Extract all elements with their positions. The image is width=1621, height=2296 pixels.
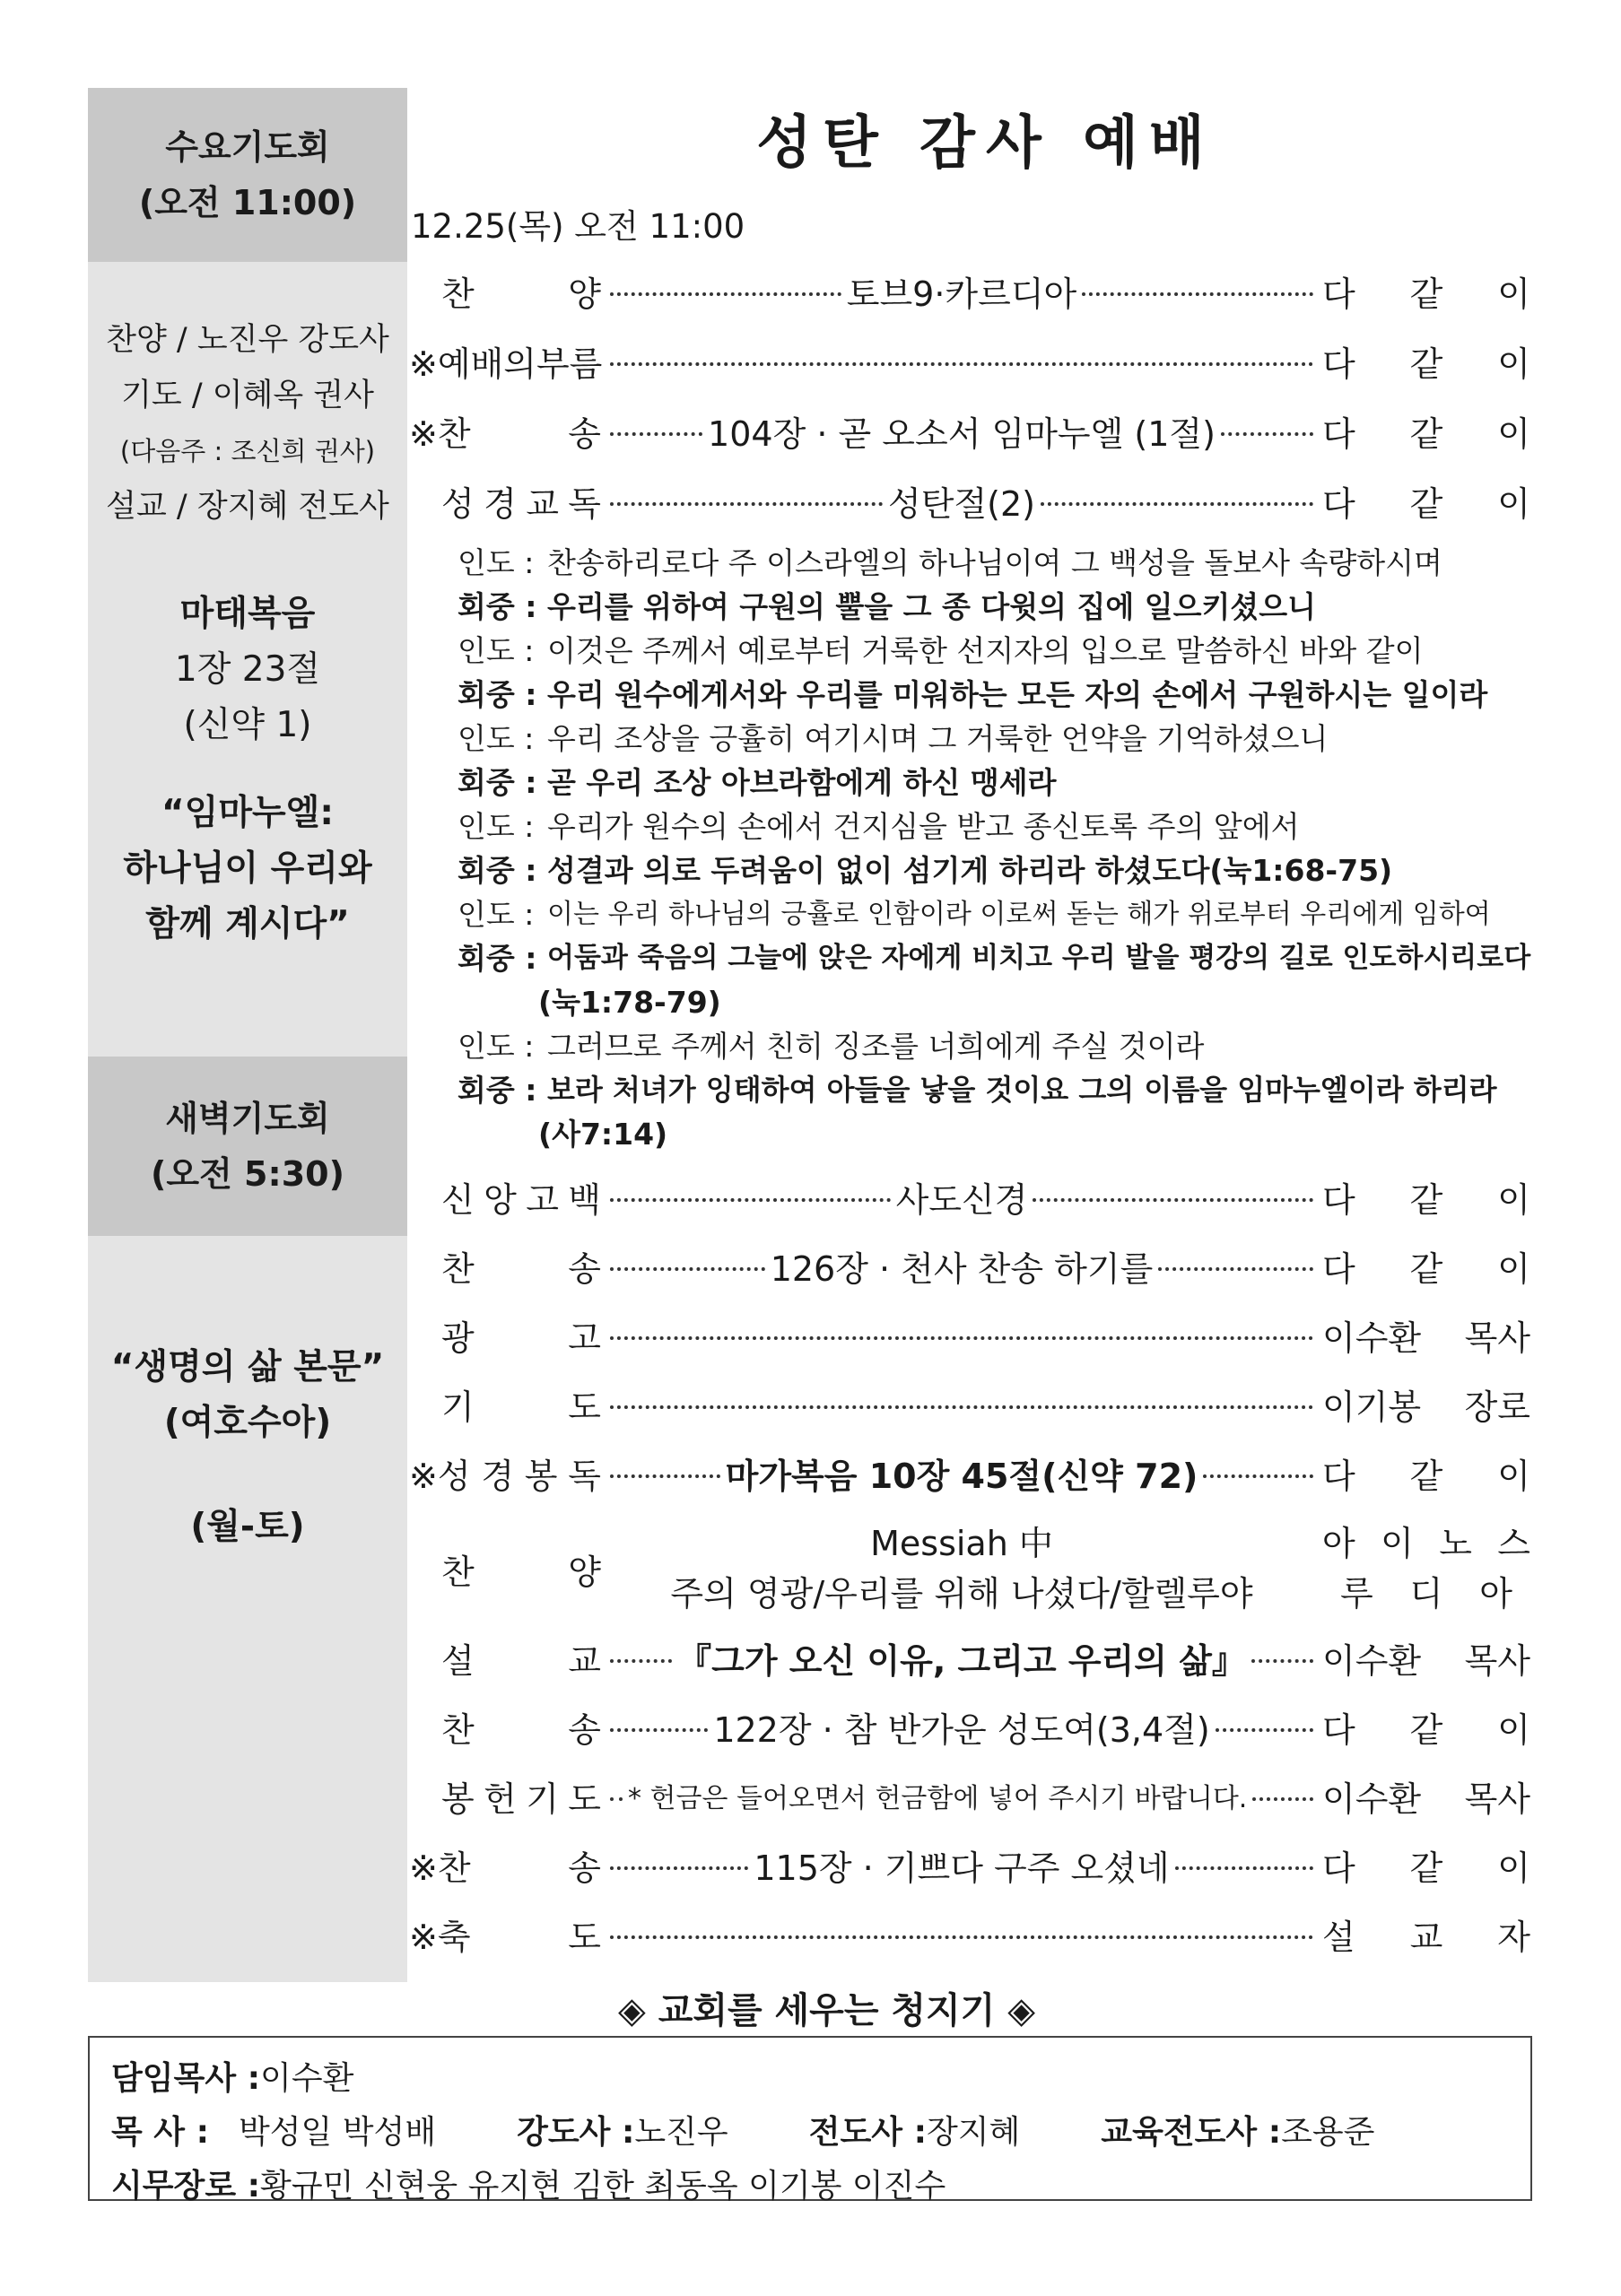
wednesday-prayer-title: 수요기도회 [165, 127, 330, 167]
order-leader: 이수환 목사 [1322, 1318, 1530, 1358]
reading-line: 회중 : 보라 처녀가 잉태하여 아들을 낳을 것이요 그의 이름을 임마누엘이라 하리라 [458, 1073, 1497, 1108]
order-label: 기 도 [441, 1387, 601, 1427]
order-label: ※축 도 [409, 1917, 601, 1957]
order-leader: 다 같 이 [1322, 1848, 1530, 1888]
order-leader: 다 같 이 [1322, 413, 1530, 454]
order-detail: 115장 · 기쁘다 구주 오셨네 [754, 1848, 1170, 1888]
order-leader: 설 교 자 [1322, 1917, 1530, 1957]
reading-line: 회중 : 우리 원수에게서와 우리를 미워하는 모든 자의 손에서 구원하시는 일이라 [458, 677, 1488, 712]
order-leader: 이수환 목사 [1322, 1640, 1530, 1681]
order-detail: 122장 · 참 반가운 성도여(3,4절) [713, 1709, 1210, 1750]
order-label: ※예배의부름 [409, 344, 603, 384]
reading-line: 회중 : 우리를 위하여 구원의 뿔을 그 종 다윗의 집에 일으키셨으니 [458, 589, 1316, 624]
order-row-hymn-3 [409, 1700, 1530, 1753]
order-leader: 다 같 이 [1322, 274, 1530, 314]
staff-line-elders: 시무장로 : 황규민 신현웅 유지현 김한 최동옥 이기봉 이진수 [111, 2167, 946, 2205]
reading-line: 인도 : 이는 우리 하나님의 긍휼로 인함이라 이로써 돋는 해가 위로부터 우리에게 임하여 [458, 897, 1491, 932]
life-title: “생명의 삶 본문” [110, 1347, 385, 1387]
order-label: 설 교 [441, 1640, 601, 1681]
order-leader: 다 같 이 [1322, 1456, 1530, 1496]
order-detail: 마가복음 10장 45절(신약 72) [725, 1456, 1198, 1496]
staff-box [88, 2036, 1532, 2205]
verse-quote-2: 하나님이 우리와 [123, 848, 372, 889]
order-label: 광 고 [441, 1318, 601, 1358]
reading-line: 인도 : 이것은 주께서 예로부터 거룩한 선지자의 입으로 말씀하신 바와 같이 [458, 633, 1424, 668]
role-prayer: 기도 / 이혜옥 권사 [121, 378, 374, 413]
order-detail-2: 주의 영광/우리를 위해 나셨다/할렐루야 [670, 1574, 1253, 1613]
life-days: (월-토) [190, 1507, 305, 1547]
reading-line-cont: (사7:14) [538, 1117, 668, 1152]
order-detail: 토브9·카르디아 [846, 274, 1077, 314]
order-label: ※찬 송 [409, 413, 601, 454]
reading-line: 회중 : 곧 우리 조상 아브라함에게 하신 맹세라 [458, 765, 1057, 800]
order-row-creed [409, 1170, 1530, 1223]
verse-quote-1: “임마누엘: [161, 793, 334, 833]
verse-ref: (신약 1) [183, 705, 312, 745]
order-detail: 126장 · 천사 찬송 하기를 [770, 1248, 1154, 1289]
order-leader: 다 같 이 [1322, 344, 1530, 384]
order-row-announcements [409, 1308, 1530, 1361]
dawn-prayer-time: (오전 5:30) [151, 1154, 344, 1194]
order-label: 신 앙 고 백 [441, 1179, 601, 1220]
reading-line: 인도 : 우리 조상을 긍휼히 여기시며 그 거룩한 언약을 기억하셨으니 [458, 721, 1329, 756]
reading-line: 회중 : 성결과 의로 두려움이 없이 섬기게 하리라 하셨도다(눅1:68-75) [458, 853, 1393, 888]
order-label: 찬 송 [441, 1248, 601, 1289]
order-label: 찬 송 [441, 1709, 601, 1750]
staff-line-ministers: 목 사 : 박성일 박성배 강도사 : 노진우 전도사 : 장지혜 교육전도사 : 조용준 [111, 2113, 1375, 2151]
order-leader: 다 같 이 [1322, 1179, 1530, 1220]
order-leader: 다 같 이 [1322, 1709, 1530, 1750]
reading-line: 인도 : 우리가 원수의 손에서 건지심을 받고 종신토록 주의 앞에서 [458, 809, 1300, 844]
order-detail: 사도신경 [895, 1179, 1028, 1220]
order-detail: 『그가 오신 이유, 그리고 우리의 삶』 [677, 1640, 1246, 1681]
order-label: 찬 양 [441, 1552, 601, 1592]
page-title: 성탄 감사 예배 [756, 110, 1216, 177]
role-praise: 찬양 / 노진우 강도사 [106, 322, 389, 358]
life-text [88, 1340, 407, 1555]
reading-line: 인도 : 그러므로 주께서 친히 징조를 너희에게 주실 것이라 [458, 1029, 1205, 1064]
life-book: (여호수아) [163, 1403, 332, 1443]
order-row-sermon [409, 1631, 1530, 1684]
staff-heading: ◈ 교회를 세우는 청지기 ◈ [618, 1990, 1035, 2031]
order-leader: 아 이 노 스 루 디 아 [1322, 1524, 1530, 1613]
order-row-offering [409, 1769, 1530, 1822]
role-sermon: 설교 / 장지혜 전도사 [106, 489, 389, 525]
order-label: ※성 경 봉 독 [409, 1456, 601, 1496]
staff-line-senior: 담임목사 : 이수환 [111, 2059, 354, 2097]
order-row-call-to-worship [409, 334, 1530, 387]
weekly-verse [88, 587, 407, 952]
order-label: 봉 헌 기 도 [441, 1779, 601, 1819]
reading-line: 인도 : 찬송하리로다 주 이스라엘의 하나님이여 그 백성을 돌보사 속량하시며 [458, 545, 1442, 580]
verse-quote-3: 함께 계시다” [145, 904, 350, 944]
wednesday-prayer-header [88, 88, 407, 262]
order-row-hymn-1 [409, 404, 1530, 457]
wednesday-roles [88, 312, 407, 535]
verse-book: 마태복음 [179, 594, 316, 634]
order-row-praise [409, 264, 1530, 317]
dawn-prayer-title: 새벽기도회 [165, 1099, 330, 1138]
order-detail: Messiah 中 [870, 1524, 1053, 1563]
order-row-scripture [409, 1446, 1530, 1500]
verse-chapter: 1장 23절 [174, 649, 321, 690]
order-detail: 성탄절(2) [888, 483, 1035, 524]
order-row-hymn-4 [409, 1838, 1530, 1892]
service-datetime: 12.25(목) 오전 11:00 [411, 207, 745, 246]
reading-line: 회중 : 어둠과 죽음의 그늘에 앉은 자에게 비치고 우리 발을 평강의 길로 인도하시리로다 [458, 941, 1531, 976]
order-leader: 이수환 목사 [1322, 1779, 1530, 1819]
order-row-benediction [409, 1907, 1530, 1961]
dawn-prayer-header [88, 1057, 407, 1236]
order-leader: 다 같 이 [1322, 483, 1530, 524]
order-row-choir [409, 1516, 1530, 1622]
wednesday-prayer-time: (오전 11:00) [138, 183, 357, 222]
order-detail: 104장 · 곧 오소서 임마누엘 (1절) [708, 413, 1216, 454]
order-label: 찬 양 [441, 274, 601, 314]
role-next-week: (다음주 : 조신희 권사) [119, 436, 376, 466]
order-leader: 이기봉 장로 [1322, 1387, 1530, 1427]
order-label: ※찬 송 [409, 1848, 601, 1888]
order-label: 성 경 교 독 [441, 483, 601, 524]
order-leader: 다 같 이 [1322, 1248, 1530, 1289]
order-row-hymn-2 [409, 1239, 1530, 1292]
order-detail: * 헌금은 들어오면서 헌금함에 넣어 주시기 바랍니다. [628, 1783, 1248, 1814]
reading-line-cont: (눅1:78-79) [538, 985, 721, 1020]
order-row-responsive-reading [409, 474, 1530, 527]
responsive-reading [458, 541, 1570, 1156]
order-row-prayer [409, 1377, 1530, 1431]
